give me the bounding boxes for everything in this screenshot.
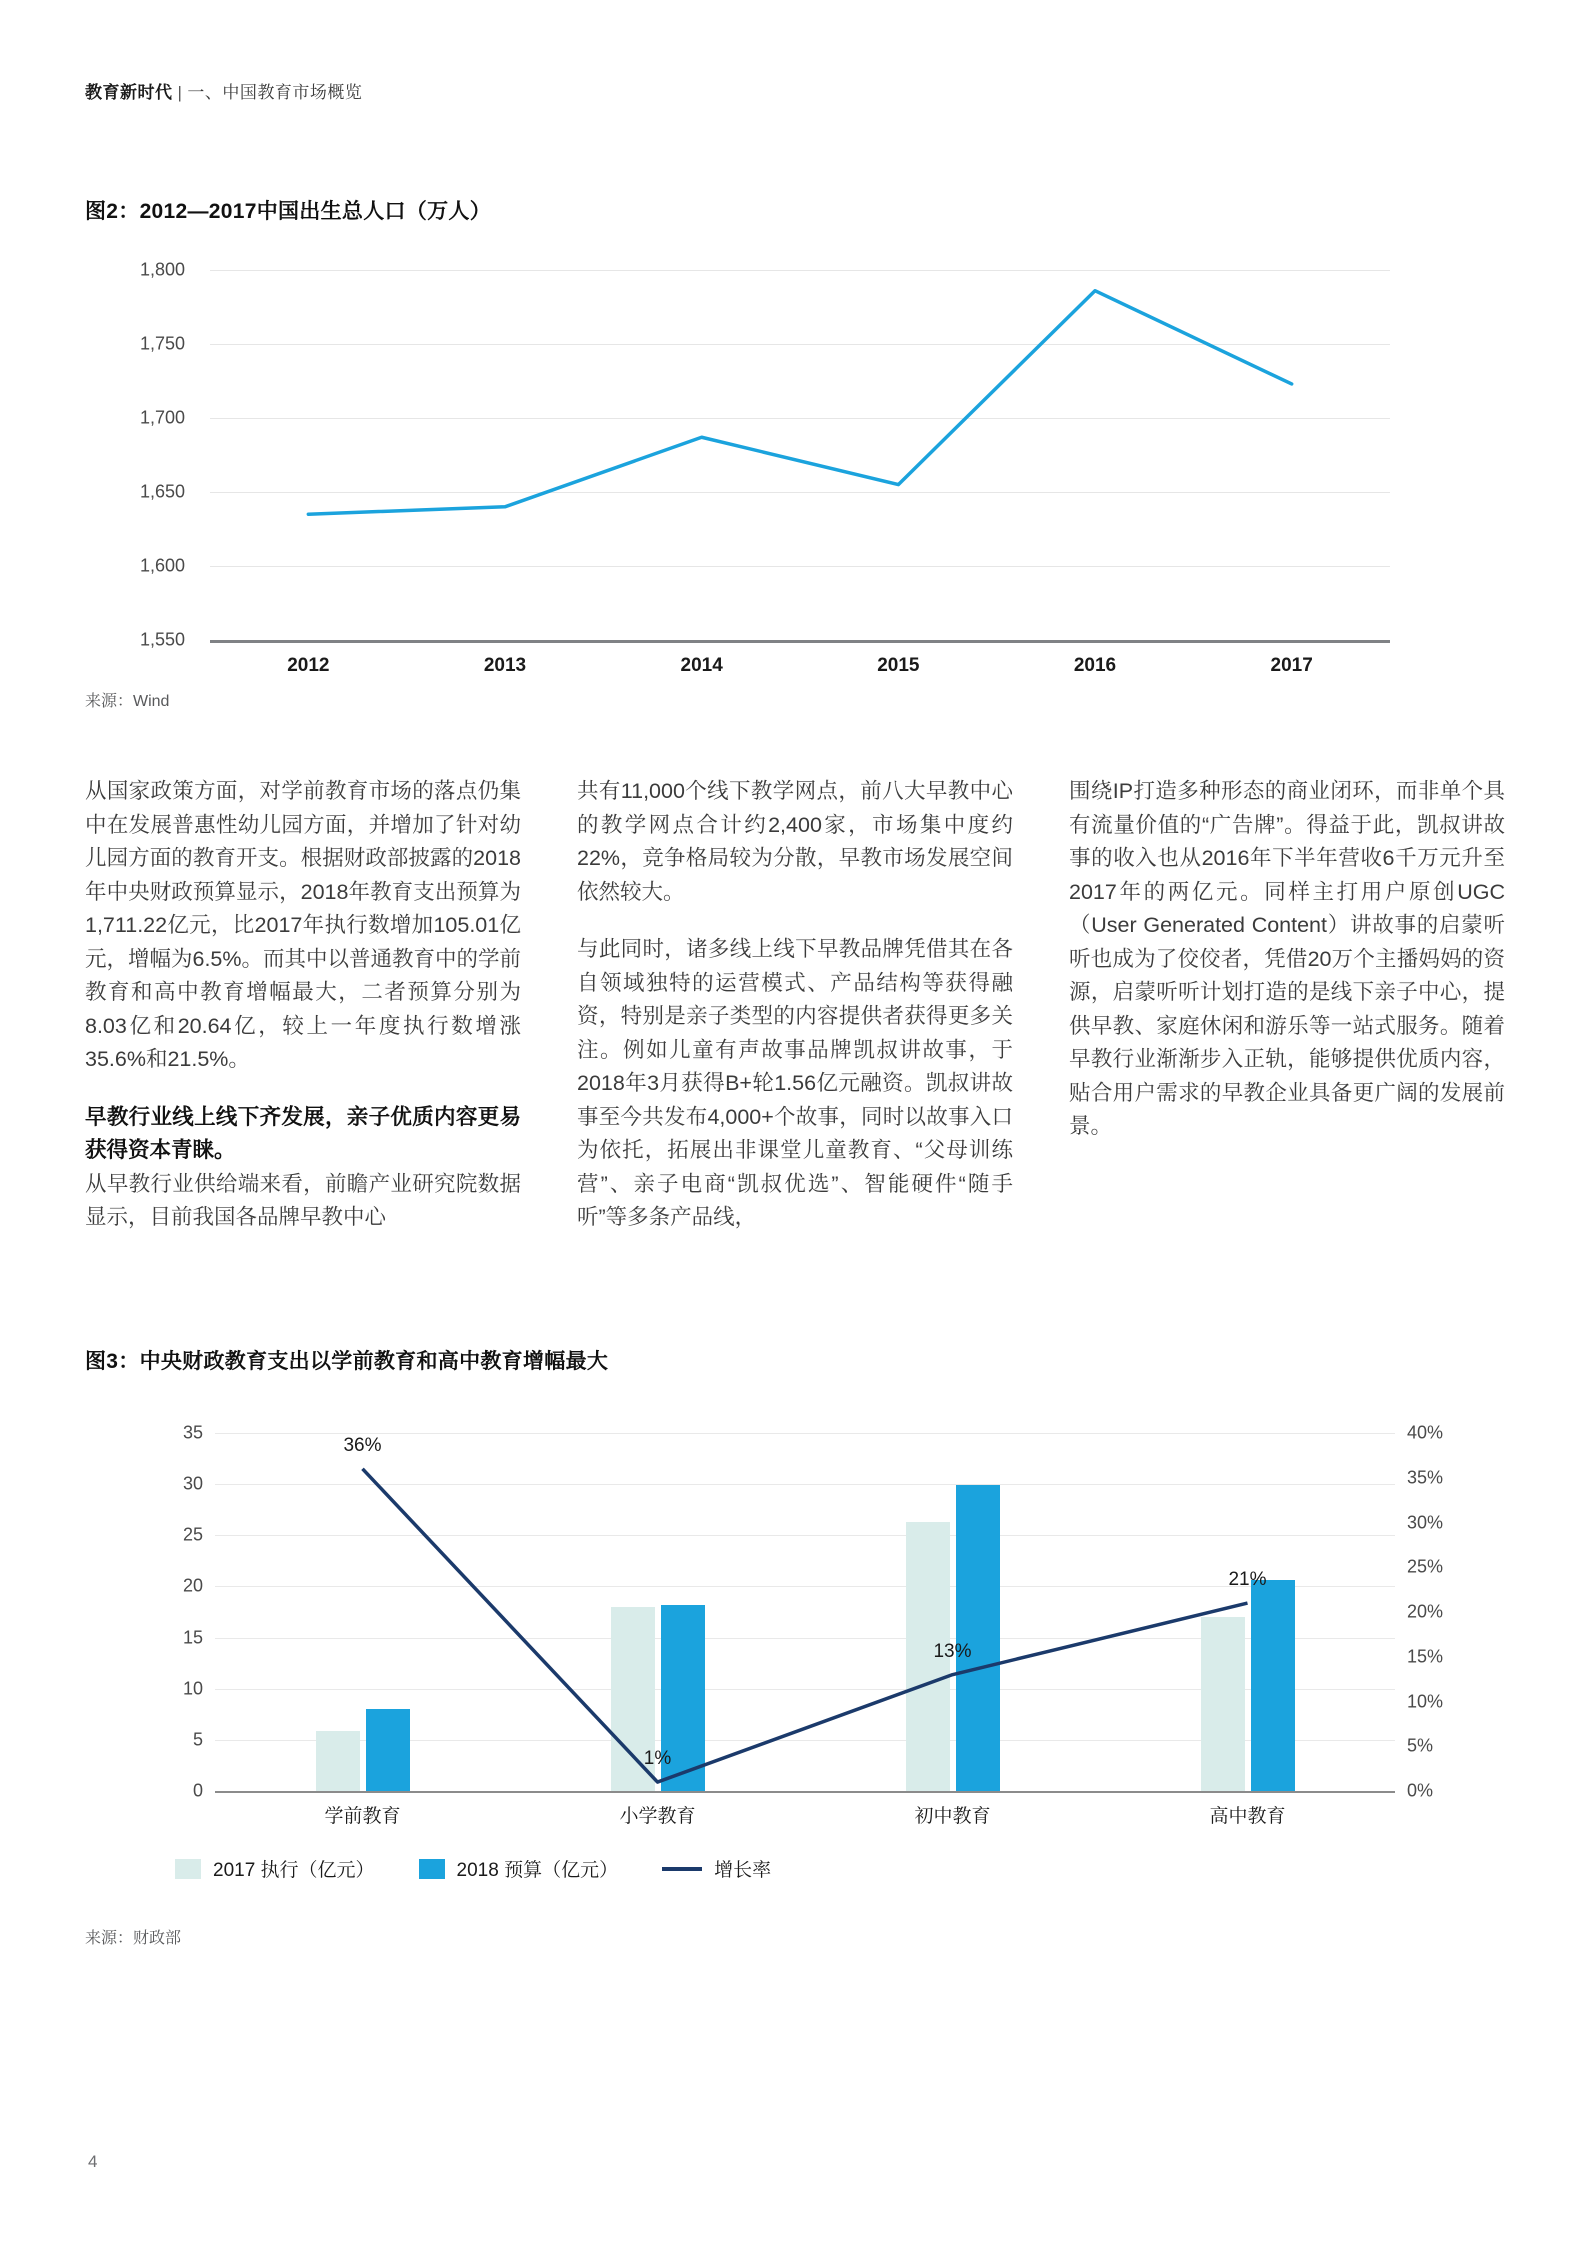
- figure3-data-label: 1%: [643, 1748, 672, 1770]
- header-brand: 教育新时代: [85, 83, 173, 102]
- figure2-x-tick-label: 2013: [483, 655, 527, 676]
- figure3-y-tick-label-left: 5: [192, 1729, 203, 1750]
- legend-color-swatch: [419, 1859, 445, 1879]
- figure2-x-tick-label: 2015: [877, 655, 920, 676]
- figure3-y-tick-label-right: 35%: [1407, 1467, 1444, 1488]
- figure3-x-tick-label: 高中教育: [1209, 1806, 1286, 1827]
- figure3-y-tick-label-right: 20%: [1407, 1601, 1444, 1622]
- page-number: 4: [88, 2152, 98, 2171]
- figure3-x-tick-label: 初中教育: [914, 1806, 991, 1827]
- figure2-x-tick-label: 2014: [680, 655, 723, 676]
- figure2-line-series: [210, 270, 1390, 640]
- figure3-y-tick-label-right: 30%: [1407, 1512, 1444, 1532]
- figure3-data-label: 21%: [1228, 1569, 1267, 1591]
- figure3-x-tick-label: 小学教育: [619, 1806, 696, 1827]
- figure2-chart: [85, 250, 1405, 676]
- figure3-legend-item: [419, 1855, 619, 1882]
- subheading-early-education: 早教行业线上线下齐发展，亲子优质内容更易获得资本青睐。: [85, 1104, 521, 1162]
- figure3-title: 图3：中央财政教育支出以学前教育和高中教育增幅最大: [85, 1350, 609, 1373]
- figure3-y-tick-label-left: 0: [192, 1780, 203, 1801]
- figure2-y-tick-label: 1,800: [139, 259, 185, 280]
- figure2-x-tick-label: 2017: [1270, 655, 1313, 676]
- figure3-y-tick-label-right: 0%: [1407, 1780, 1434, 1801]
- figure2-y-tick-label: 1,600: [139, 555, 185, 576]
- figure3-source: 来源：财政部: [85, 1930, 182, 1947]
- figure3-data-label: 36%: [343, 1434, 382, 1456]
- paragraph-1-1: 从国家政策方面，对学前教育市场的落点仍集中在发展普惠性幼儿园方面，并增加了针对幼儿园方面的教育开支。根据财政部披露的2018年中央财政预算显示，2018年教育支出预算为1,711.22亿元，比2017年执行数增加105.01亿元，增幅为6.5%。而其中以普通教育中的学前教育和高中教育增幅最大，二者预算分别为8.03亿和20.64亿，较上一年度执行数增涨35.6%和21.5%。: [85, 779, 522, 1071]
- figure2-y-tick-label: 1,650: [139, 481, 185, 502]
- figure3-y-tick-label-right: 40%: [1407, 1422, 1444, 1443]
- figure3-y-tick-label-left: 35: [182, 1422, 203, 1443]
- figure2-x-tick-labels: [210, 655, 1390, 695]
- figure2-x-tick-label: 2012: [287, 655, 330, 676]
- paragraph-2-1: 共有11,000个线下教学网点，前八大早教中心的教学网点合计约2,400家，市场集中度约22%，竞争格局较为分散，早教市场发展空间依然较大。: [577, 779, 1013, 904]
- figure3-x-tick-label: 学前教育: [324, 1806, 401, 1827]
- figure2-y-tick-label: 1,550: [139, 629, 185, 650]
- figure3-legend-label: 2017 执行（亿元）: [213, 1860, 375, 1881]
- figure3-legend: [175, 1855, 771, 1882]
- figure2-plot-area: [139, 259, 1390, 650]
- header-section: 一、中国教育市场概览: [187, 83, 363, 102]
- paragraph-2-2: 与此同时，诸多线上线下早教品牌凭借其在各自领域独特的运营模式、产品结构等获得融资，特别是亲子类型的内容提供者获得更多关注。例如儿童有声故事品牌凯叔讲故事，于2018年3月获得B+轮1.56亿元融资。凯叔讲故事至今共发布4,000+个故事，同时以故事入口为依托，拓展出非课堂儿童教育、“父母训练营”、亲子电商“凯叔优选”、智能硬件“随手听”等多条产品线，: [577, 937, 1013, 1229]
- body-column-1: [85, 775, 521, 1259]
- figure3-y-tick-label-left: 20: [182, 1575, 203, 1596]
- figure2-y-tick-label: 1,700: [139, 407, 185, 428]
- body-column-2: [577, 775, 1013, 1259]
- figure3-chart: [85, 1405, 1505, 1825]
- figure2-y-tick-label: 1,750: [139, 333, 185, 354]
- paragraph-1-2: 从早教行业供给端来看，前瞻产业研究院数据显示，目前我国各品牌早教中心: [85, 1171, 521, 1229]
- legend-line-swatch: [662, 1867, 702, 1871]
- legend-color-swatch: [175, 1859, 201, 1879]
- figure3-y-tick-label-right: 15%: [1407, 1646, 1444, 1667]
- running-header: [85, 78, 362, 103]
- body-column-3: [1069, 775, 1505, 1259]
- paragraph-3-1: 围绕IP打造多种形态的商业闭环，而非单个具有流量价值的“广告牌”。得益于此，凯叔讲故事的收入也从2016年下半年营收6千万元升至2017年的两亿元。同样主打用户原创UGC（User Generated Content）讲故事的启蒙听听也成为了佼佼者，凭借20万个主播妈妈的资源，启蒙听听计划打造的是线下亲子中心，提供早教、家庭休闲和游乐等一站式服务。随着早教行业渐渐步入正轨，能够提供优质内容，贴合用户需求的早教企业具备更广阔的发展前景。: [1069, 779, 1505, 1138]
- figure3-y-tick-label-left: 25: [182, 1524, 203, 1545]
- body-columns: [85, 775, 1505, 1259]
- figure2-source: 来源：Wind: [85, 693, 170, 710]
- figure3-growth-line: [215, 1433, 1395, 1791]
- figure3-legend-item: [175, 1855, 375, 1882]
- figure2-x-tick-label: 2016: [1073, 655, 1117, 676]
- figure3-y-tick-label-left: 15: [182, 1627, 203, 1648]
- figure3-legend-label: 2018 预算（亿元）: [456, 1860, 619, 1881]
- figure3-data-label: 13%: [933, 1640, 972, 1662]
- figure3-legend-label: 增长率: [714, 1860, 772, 1881]
- figure3-y-tick-label-left: 10: [182, 1678, 203, 1699]
- figure3-y-tick-label-right: 10%: [1407, 1691, 1444, 1711]
- figure3-legend-item: [662, 1855, 771, 1882]
- figure2-x-axis: [210, 640, 1390, 643]
- figure3-plot-area: [182, 1422, 1444, 1801]
- figure3-y-tick-label-right: 5%: [1407, 1735, 1434, 1756]
- header-separator: |: [177, 83, 183, 102]
- figure3-x-tick-labels: [215, 1801, 1395, 1841]
- figure2-title: 图2：2012—2017中国出生总人口（万人）: [85, 200, 492, 223]
- figure3-x-axis: [215, 1791, 1395, 1793]
- figure3-y-tick-label-right: 25%: [1407, 1556, 1444, 1577]
- figure3-y-tick-label-left: 30: [182, 1473, 203, 1494]
